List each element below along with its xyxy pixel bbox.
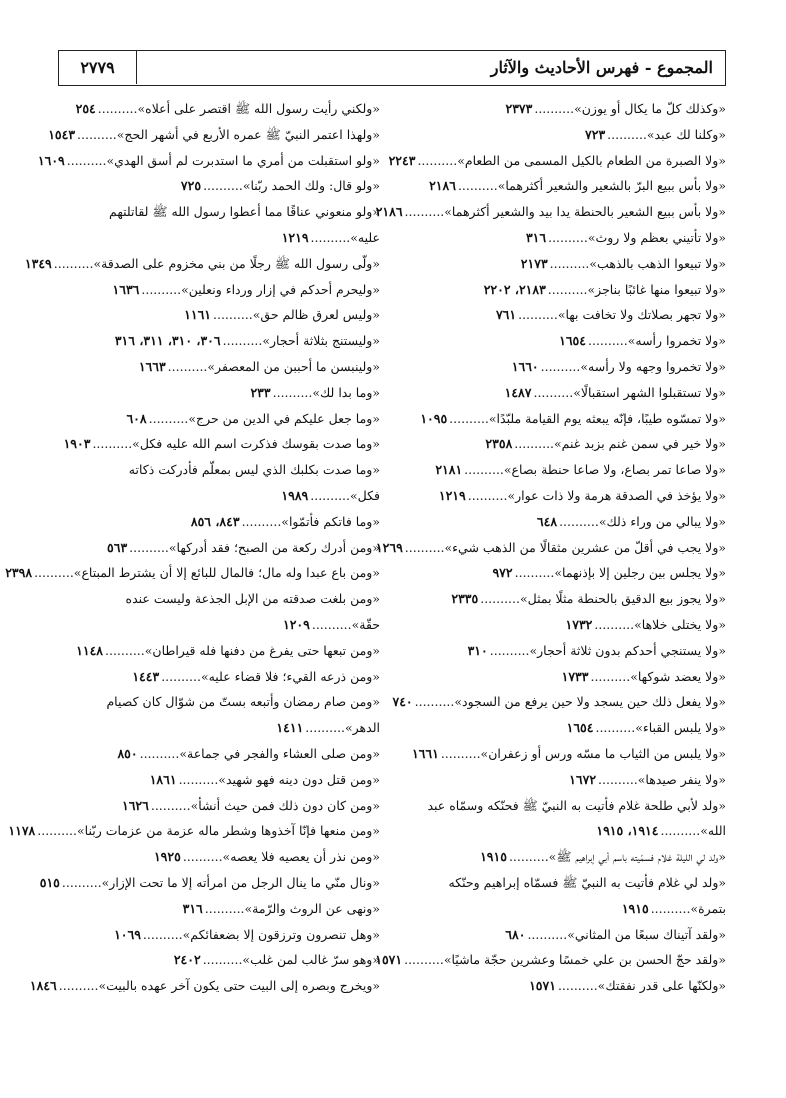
index-entry — [58, 225, 380, 251]
leader-dots: .......... — [449, 410, 489, 426]
index-entry — [388, 148, 726, 174]
entry-text: «وهل تنصرون وترزقون إلا بضعفائكم» — [182, 926, 380, 942]
index-entry — [5, 560, 380, 586]
entry-text: «وليستنج بثلاثة أحجار» — [262, 333, 380, 349]
leader-dots: .......... — [587, 333, 628, 349]
leader-dots: .......... — [489, 642, 530, 658]
entry-text: «ولد لي الليلة غلام فسمّيته باسم أبي إبراهيم ﷺ» — [548, 849, 726, 865]
index-entry — [58, 199, 380, 225]
entry-text: «ولا يختلى خلاها» — [634, 616, 726, 632]
entry-reference: ١١٤٨ — [76, 642, 104, 658]
index-entry — [404, 431, 726, 457]
index-entry — [404, 173, 726, 199]
entry-text: الدهر» — [345, 720, 380, 736]
index-entry — [58, 896, 380, 922]
index-entry — [58, 947, 380, 973]
entry-text: الله» — [700, 823, 726, 839]
leader-dots: .......... — [34, 565, 74, 581]
index-entry — [404, 715, 726, 741]
leader-dots: .......... — [547, 281, 588, 297]
leader-dots: .......... — [404, 204, 445, 220]
index-entry — [58, 406, 380, 432]
entry-text: «ولا يبالي من وراء ذلك» — [598, 513, 726, 529]
index-entry — [58, 96, 380, 122]
leader-dots: .......... — [557, 978, 598, 994]
entry-text: «ولا يفعل ذلك حين يسجد ولا حين يرفع من السجود» — [454, 694, 726, 710]
index-entry — [404, 973, 726, 999]
entry-text: «وكذلك كلّ ما يكال أو يوزن» — [574, 101, 726, 116]
leader-dots: .......... — [514, 565, 555, 581]
leader-dots: .......... — [58, 978, 99, 994]
entry-reference: ٢١٨٦ — [375, 204, 403, 220]
entry-reference: ١٩١٥ — [621, 900, 649, 916]
entry-text: «وما صدت بقوسك فذكرت اسم الله عليه فكل» — [132, 436, 380, 452]
leader-dots: .......... — [548, 229, 588, 245]
index-entry — [58, 535, 380, 561]
page-title: المجموع - فهرس الأحاديث والآثار — [490, 58, 713, 77]
entry-reference: ١٠٩٥ — [420, 410, 448, 426]
entry-reference: ٧٤٠ — [392, 694, 413, 710]
entry-text: «ومن تبعها حتى يفرغ من دفنها فله قيراطان» — [144, 642, 380, 658]
leader-dots: .......... — [598, 771, 638, 787]
index-column-left — [5, 96, 380, 999]
leader-dots: .......... — [305, 720, 346, 736]
index-entry — [404, 251, 726, 277]
entry-reference: ١٩٨٩ — [281, 487, 309, 503]
entry-reference: ٨٤٣، ٨٥٦ — [190, 513, 240, 529]
entry-reference: ٧٢٥ — [180, 178, 202, 194]
entry-reference: ٢٣٣٥ — [451, 591, 479, 607]
index-entry — [58, 689, 380, 715]
entry-text: «ولا تخمروا وجهه ولا رأسه» — [580, 358, 726, 374]
entry-text: «ومن كان دون ذلك فمن حيث أنشأ» — [190, 797, 380, 813]
index-entry — [404, 509, 726, 535]
index-entry — [404, 328, 726, 354]
leader-dots: .......... — [414, 694, 455, 710]
entry-text: «ولا يجلس بين رجلين إلا بإذنهما» — [554, 565, 726, 581]
leader-dots: .......... — [534, 101, 575, 116]
leader-dots: .......... — [404, 539, 445, 555]
entry-reference: ١٦٦٠ — [511, 358, 539, 374]
leader-dots: .......... — [150, 797, 191, 813]
leader-dots: .......... — [272, 384, 313, 400]
entry-reference: ٢٢٤٣ — [388, 152, 416, 168]
entry-reference: ٧٢٣ — [585, 126, 606, 142]
entry-reference: ١٠٦٩ — [114, 926, 141, 942]
index-entry — [404, 844, 726, 870]
leader-dots: .......... — [464, 462, 504, 478]
leader-dots: .......... — [202, 952, 243, 968]
entry-text: «وليحرم أحدكم في إزار ورداء ونعلين» — [181, 281, 380, 297]
entry-reference: ٢٣٥٨ — [485, 436, 513, 452]
entry-reference: ٢١٨٦ — [429, 178, 456, 194]
entry-reference: ٢١٧٣ — [520, 255, 548, 271]
index-entry — [58, 638, 380, 664]
entry-reference: ٢١٨٣، ٢٢٠٢ — [483, 281, 546, 297]
index-entry — [404, 767, 726, 793]
entry-reference: ١٩١٤، ١٩١٥ — [596, 823, 659, 839]
index-entry — [375, 947, 726, 973]
entry-reference: ١٦٥٤ — [559, 333, 586, 349]
index-entry — [58, 612, 380, 638]
index-entry — [37, 148, 380, 174]
leader-dots: .......... — [66, 152, 107, 168]
leader-dots: .......... — [222, 333, 263, 349]
entry-reference: ١٢١٩ — [438, 487, 466, 503]
leader-dots: .......... — [53, 255, 94, 271]
index-entry — [404, 586, 726, 612]
index-entry — [58, 483, 380, 509]
leader-dots: .......... — [310, 229, 351, 245]
leader-dots: .......... — [182, 849, 223, 865]
entry-text: «ومن صام رمضان وأتبعه بستّ من شوّال كان كصيام — [106, 694, 380, 710]
entry-reference: ١٨٤٦ — [29, 978, 57, 994]
index-entry — [404, 896, 726, 922]
entry-text: فكل» — [350, 487, 380, 503]
entry-reference: ١١٦١ — [184, 307, 212, 323]
leader-dots: .......... — [92, 436, 133, 452]
index-entry — [8, 818, 380, 844]
index-entry — [58, 586, 380, 612]
index-entry — [58, 328, 380, 354]
leader-dots: .......... — [105, 642, 145, 658]
entry-reference: ٢٣٣ — [250, 384, 271, 400]
index-entry — [58, 380, 380, 406]
entry-text: «ومن صلى العشاء والفجر في جماعة» — [179, 745, 380, 761]
index-entry — [404, 793, 726, 819]
leader-dots: .......... — [549, 255, 590, 271]
entry-reference: ١٧٣٣ — [561, 668, 589, 684]
entry-text: «ومن منعها فإنّا آخذوها وشطر ماله عزمة من عزمات ربّنا» — [76, 823, 380, 839]
entry-text: «ولا بأس ببيع البرّ بالشعير والشعير أكثرهما» — [497, 178, 726, 194]
entry-text: «ولد لي غلام فأتيت به النبيّ ﷺ فسمّاه إبراهيم وحنّكه — [448, 874, 726, 890]
entry-text: «ولقد حجّ الحسن بن علي خمسًا وعشرين حجّة ماشيًا» — [443, 952, 726, 968]
entry-text: «وهو سرّ غالب لمن غلب» — [242, 952, 380, 968]
entry-reference: ١٨٦١ — [149, 771, 177, 787]
entry-text: «ولا تبيعوا الذهب بالذهب» — [589, 255, 726, 271]
index-entry — [404, 122, 726, 148]
leader-dots: .......... — [142, 926, 183, 942]
entry-text: «ولا يستنجي أحدكم بدون ثلاثة أحجار» — [529, 642, 726, 658]
leader-dots: .......... — [417, 152, 458, 168]
index-entry — [404, 302, 726, 328]
entry-reference: ٥٦٣ — [107, 539, 128, 555]
leader-dots: .......... — [518, 307, 558, 323]
entry-text: «ولد لأبي طلحة غلام فأتيت به النبيّ ﷺ فحنّكه وسمّاه عبد — [427, 797, 726, 813]
index-entry — [404, 560, 726, 586]
entry-reference: ١٩٢٥ — [153, 849, 181, 865]
leader-dots: .......... — [480, 591, 520, 607]
entry-reference: ٢٤٠٢ — [173, 952, 201, 968]
entry-reference: ٦٨٠ — [505, 926, 526, 942]
index-entry — [58, 277, 380, 303]
entry-text: «ولو استقبلت من أمري ما استدبرت لم أسق الهدي» — [106, 152, 380, 168]
index-entry — [404, 483, 726, 509]
entry-text: «وما جعل عليكم في الدين من حرج» — [188, 410, 380, 426]
entry-text: «ولقد آتيناك سبعًا من المثاني» — [567, 926, 726, 942]
entry-reference: ٢٣٧٣ — [505, 101, 533, 116]
index-entry — [58, 793, 380, 819]
entry-reference: ٩٧٢ — [492, 565, 513, 581]
entry-reference: ٦٤٨ — [536, 513, 558, 529]
entry-text: «ولا تجهر بصلاتك ولا تخافت بها» — [557, 307, 726, 323]
entry-reference: ١٤٤٣ — [132, 668, 160, 684]
entry-text: «ولا تخمروا رأسه» — [627, 333, 726, 349]
entry-reference: ١٧٣٢ — [565, 616, 593, 632]
index-entry — [404, 741, 726, 767]
entry-text: «ولكنّها على قدر نفقتك» — [597, 978, 726, 994]
index-entry — [58, 922, 380, 948]
leader-dots: .......... — [440, 745, 481, 761]
index-entry — [24, 251, 380, 277]
index-entry — [39, 870, 380, 896]
entry-text: «وما بدا لك» — [312, 384, 380, 400]
index-entry — [58, 431, 380, 457]
index-entry — [58, 664, 380, 690]
leader-dots: .......... — [203, 178, 243, 194]
index-entry — [392, 689, 726, 715]
leader-dots: .......... — [559, 513, 599, 529]
leader-dots: .......... — [457, 178, 498, 194]
index-entry — [58, 354, 380, 380]
leader-dots: .......... — [161, 668, 201, 684]
leader-dots: .......... — [607, 126, 647, 142]
entry-text: «وما صدت بكلبك الذي ليس بمعلّم فأدركت ذكاته — [128, 462, 380, 478]
entry-reference: ١٦٦١ — [411, 745, 439, 761]
entry-reference: ١٢١٩ — [281, 229, 309, 245]
entry-reference: ١٢٠٩ — [283, 616, 310, 632]
leader-dots: .......... — [540, 358, 581, 374]
index-entry — [404, 354, 726, 380]
entry-text: «ولّى رسول الله ﷺ رجلًا من بني مخزوم على الصدقة» — [93, 255, 380, 271]
entry-text: «وليس لعرق ظالم حق» — [252, 307, 380, 323]
index-entry — [404, 870, 726, 896]
index-entry — [58, 767, 380, 793]
leader-dots: .......... — [141, 281, 182, 297]
entry-reference: ١٦٠٩ — [37, 152, 65, 168]
entry-text: «ولو منعوني عناقًا مما أعطوا رسول الله ﷺ لقاتلتهم — [109, 204, 380, 220]
index-entry — [404, 406, 726, 432]
leader-dots: .......... — [508, 849, 549, 865]
index-entry — [58, 509, 380, 535]
leader-dots: .......... — [178, 771, 219, 787]
entry-reference: ١٤٨٧ — [504, 384, 532, 400]
leader-dots: .......... — [77, 126, 117, 142]
leader-dots: .......... — [167, 358, 208, 374]
leader-dots: .......... — [129, 539, 169, 555]
entry-text: «ولا تستقبلوا الشهر استقبالًا» — [573, 384, 726, 400]
leader-dots: .......... — [590, 668, 631, 684]
entry-reference: ١٣٤٩ — [24, 255, 52, 271]
entry-reference: ٣١٦ — [525, 229, 547, 245]
entry-reference: ١٥٧١ — [375, 952, 403, 968]
entry-text: «ولا يلبس القباء» — [635, 720, 726, 736]
index-entry — [58, 173, 380, 199]
page-number: ٢٧٧٩ — [59, 51, 137, 84]
leader-dots: .......... — [97, 101, 138, 116]
entry-text: «ولا خير في سمن غنم بزبد غنم» — [554, 436, 726, 452]
leader-dots: .......... — [148, 410, 189, 426]
leader-dots: .......... — [204, 900, 245, 916]
leader-dots: .......... — [650, 900, 691, 916]
leader-dots: .......... — [595, 720, 636, 736]
entry-text: «وما فاتكم فأتمّوا» — [281, 513, 380, 529]
leader-dots: .......... — [37, 823, 77, 839]
index-entry — [404, 380, 726, 406]
leader-dots: .......... — [514, 436, 555, 452]
index-entry — [58, 457, 380, 483]
entry-reference: ٢٥٤ — [75, 101, 96, 116]
entry-text: حقّة» — [351, 616, 380, 632]
entry-text: «ولا بأس ببيع الشعير بالحنطة يدا بيد والشعير أكثرهما» — [444, 204, 726, 220]
entry-reference: ٣١٠ — [467, 642, 488, 658]
entry-reference: ١٥٧١ — [529, 978, 556, 994]
leader-dots: .......... — [533, 384, 574, 400]
index-entry — [404, 638, 726, 664]
index-entry — [375, 199, 726, 225]
index-entry — [58, 715, 380, 741]
entry-text: «ولا ينفر صيدها» — [637, 771, 726, 787]
leader-dots: .......... — [527, 926, 568, 942]
entry-text: «ومن بلغت صدقته من الإبل الجذعة وليست عنده — [125, 591, 380, 607]
entry-text: «ولكني رأيت رسول الله ﷺ اقتصر على أعلاه» — [137, 101, 380, 116]
entry-reference: ٦٠٨ — [126, 410, 147, 426]
index-entry — [58, 741, 380, 767]
entry-text: «ولا تمسّوه طيبًا، فإنّه يبعثه يوم القيامة ملبّدًا» — [488, 410, 726, 426]
leader-dots: .......... — [310, 487, 350, 503]
entry-text: «ولا يلبس من الثياب ما مسّه ورس أو زعفران» — [480, 745, 726, 761]
leader-dots: .......... — [61, 874, 102, 890]
index-entry — [404, 225, 726, 251]
entry-reference: ١٦٦٣ — [138, 358, 166, 374]
entry-reference: ١٢٦٩ — [375, 539, 403, 555]
entry-text: «ولينبسن ما أحببن من المعصفر» — [207, 358, 380, 374]
entry-text: «ولا الصبرة من الطعام بالكيل المسمى من الطعام» — [457, 152, 726, 168]
index-entry — [404, 664, 726, 690]
entry-reference: ١٩٠٣ — [63, 436, 91, 452]
index-entry — [404, 612, 726, 638]
entry-reference: ٧٦١ — [495, 307, 517, 323]
entry-text: عليه» — [350, 229, 380, 245]
entry-reference: ٥١٥ — [39, 874, 60, 890]
index-entry — [58, 844, 380, 870]
entry-reference: ٣١٦ — [182, 900, 203, 916]
entry-reference: ١٦٥٤ — [566, 720, 594, 736]
entry-text: «وكلنا لك عبد» — [646, 126, 726, 142]
entry-text: «ولا يجوز بيع الدقيق بالحنطة مثلًا بمثل» — [519, 591, 726, 607]
entry-reference: ١٦٢٦ — [121, 797, 149, 813]
leader-dots: .......... — [660, 823, 701, 839]
index-entry — [404, 96, 726, 122]
entry-text: «ومن ذرعه القيء؛ فلا قضاء عليه» — [200, 668, 380, 684]
entry-reference: ٢١٨١ — [435, 462, 463, 478]
index-entry — [404, 277, 726, 303]
entry-text: «ولهذا اعتمر النبيّ ﷺ عمره الأربع في أشهر الحج» — [116, 126, 380, 142]
entry-text: «ولو قال: ولك الحمد ربّنا» — [242, 178, 380, 194]
entry-text: «ولا يعضد شوكها» — [630, 668, 726, 684]
leader-dots: .......... — [311, 616, 352, 632]
entry-text: «ونال منّي ما ينال الرجل من امرأته إلا ما تحت الإزار» — [101, 874, 380, 890]
leader-dots: .......... — [139, 745, 180, 761]
entry-reference: ١٦٧٢ — [569, 771, 597, 787]
leader-dots: .......... — [467, 487, 508, 503]
entry-reference: ١١٧٨ — [8, 823, 36, 839]
entry-reference: ٢٣٩٨ — [5, 565, 33, 581]
index-entry — [29, 973, 380, 999]
entry-reference: ٨٥٠ — [117, 745, 138, 761]
entry-text: «ولا تبيعوا منها غائبًا بناجز» — [587, 281, 726, 297]
leader-dots: .......... — [241, 513, 282, 529]
entry-reference: ٣٠٦، ٣١٠، ٣١١، ٣١٦ — [114, 333, 221, 349]
entry-reference: ١٤١١ — [276, 720, 304, 736]
entry-reference: ١٦٣٦ — [112, 281, 140, 297]
entry-text: «ومن نذر أن يعصيه فلا يعصه» — [222, 849, 380, 865]
entry-text: «ومن أدرك ركعة من الصبح؛ فقد أدركها» — [168, 539, 380, 555]
entry-reference: ١٩١٥ — [480, 849, 507, 865]
index-entry — [375, 535, 726, 561]
entry-text: بتمرة» — [690, 900, 726, 916]
leader-dots: .......... — [404, 952, 444, 968]
entry-text: «ومن قتل دون دينه فهو شهيد» — [218, 771, 380, 787]
entry-text: «ولا يجب في أقلّ من عشرين مثقالًا من الذهب شيء» — [444, 539, 726, 555]
entry-text: «ولا صاعا تمر بصاع، ولا صاعا حنطة بصاع» — [503, 462, 726, 478]
entry-text: «ونهى عن الروث والرّمة» — [244, 900, 380, 916]
leader-dots: .......... — [213, 307, 253, 323]
page-header — [58, 50, 726, 86]
index-entry — [404, 922, 726, 948]
index-column-right — [375, 96, 726, 999]
index-entry — [404, 818, 726, 844]
index-entry — [58, 302, 380, 328]
leader-dots: .......... — [594, 616, 635, 632]
entry-text: «ويخرج وبصره إلى البيت حتى يكون آخر عهده بالبيت» — [98, 978, 380, 994]
index-entry — [404, 457, 726, 483]
entry-text: «ولا يؤخذ في الصدقة هرمة ولا ذات عوار» — [507, 487, 726, 503]
index-entry — [48, 122, 380, 148]
entry-reference: ١٥٤٣ — [48, 126, 76, 142]
entry-text: «ولا تأتيني بعظم ولا روث» — [587, 229, 726, 245]
entry-text: «ومن باع عبدا وله مال؛ فالمال للبائع إلا أن يشترط المبتاع» — [73, 565, 380, 581]
